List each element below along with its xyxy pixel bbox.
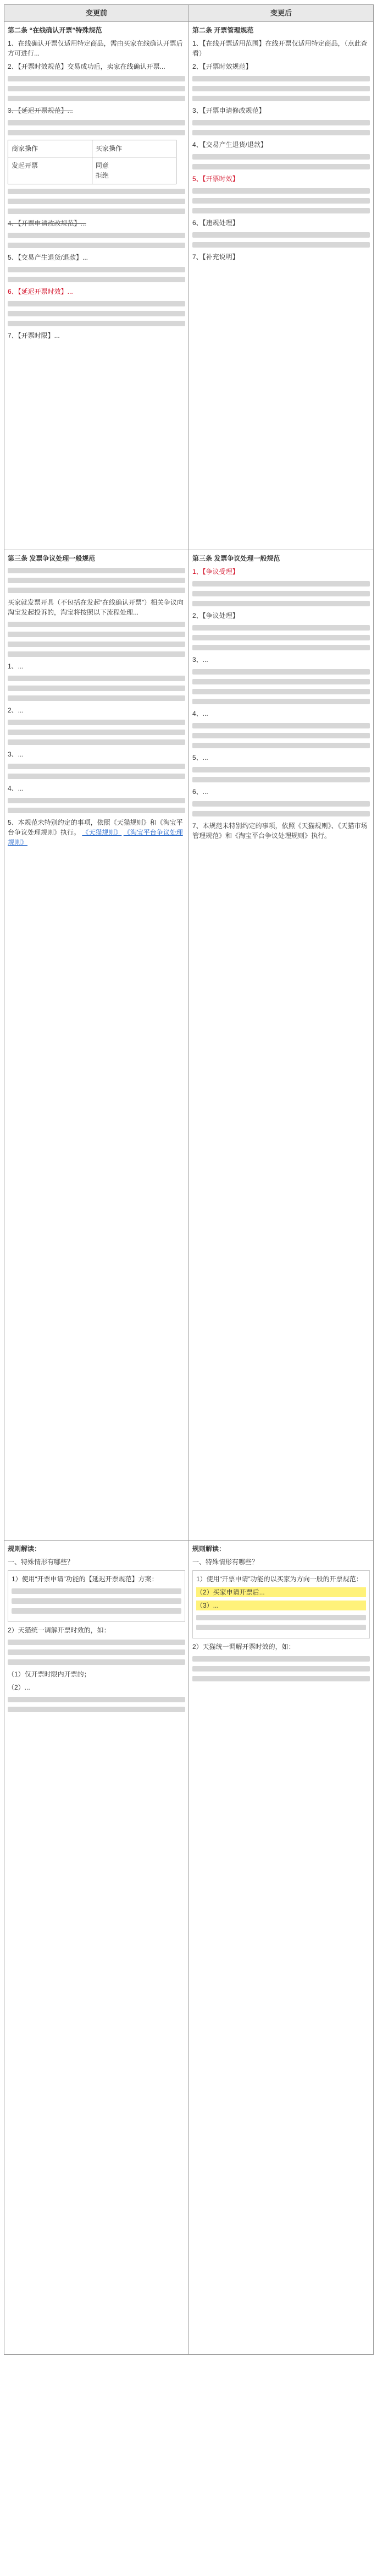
section1-line4-before: 4、【开票申请改改规范】... (8, 220, 86, 227)
section1-line3-before: 3、【延迟开票规范】... (8, 107, 73, 114)
section3-line1-after: 一、特殊情形有哪些？ (192, 1558, 259, 1566)
section1-line7-before: 7、【开票时限】... (8, 332, 60, 339)
section2-line6-before-text: 5、本规范未特别约定的事项，依照《天猫规则》和《淘宝平台争议处理规则》执行。 (8, 819, 183, 836)
section2-line2-after: 2、【争议处理】 (192, 612, 239, 620)
section3-line2-after: 1）使用“开票申请”功能的以买家为方向一般的开票规范： (196, 1575, 363, 1583)
section2-line5-after: 5、... (192, 754, 208, 761)
section1-row (4, 22, 374, 550)
section3-line4-after: （3）... (196, 1601, 366, 1610)
section3-line4-before: （1）仅开票时限内开票的； (8, 1670, 91, 1678)
mini-table (8, 140, 176, 184)
section2-line6-after: 6、... (192, 788, 208, 796)
section1-line4-after: 4、【交易产生退货/退款】 (192, 141, 268, 149)
header-after: 变更后 (189, 5, 374, 22)
section2-title-after: 第三条 发票争议处理一般规范 (192, 555, 280, 562)
section1-before (4, 22, 189, 550)
section3-box-before (8, 1570, 185, 1622)
page (0, 4, 377, 2576)
section2-line6-before (8, 818, 185, 847)
section1-line5-after: 5、【开票时效】 (192, 175, 239, 183)
section1-line6-before: 6、【延迟开票时效】... (8, 288, 73, 295)
section1-line6-after: 6、【违规处理】 (192, 219, 239, 227)
section2-row (4, 550, 374, 1541)
section1-line2-after: 2、【开票时效规范】 (192, 63, 252, 70)
header-before: 变更前 (4, 5, 189, 22)
filler-block (8, 76, 185, 101)
section1-line1-after: 1、【在线开票适用范围】在线开票仅适用特定商品，（点此查看） (192, 40, 368, 57)
section2-line7-after: 7、本规范未特别约定的事项，依照《天猫规则》、《天猫市场管理规范》和《淘宝平台争议处理规则》执行。 (192, 822, 368, 840)
section2-line3-before: 2、... (8, 706, 24, 714)
mini-head-2: 买家操作 (92, 140, 176, 157)
section3-line3-before: 2）天猫统一调解开票时效的，如： (8, 1626, 110, 1634)
section2-line3-after: 3、... (192, 656, 208, 664)
section2-line4-after: 4、... (192, 710, 208, 717)
section2-line5-before: 4、... (8, 785, 24, 792)
mini-cell-1: 发起开票 (8, 157, 92, 184)
section2-line4-before: 3、... (8, 750, 24, 758)
section3-box-after (192, 1570, 370, 1638)
section1-line3-after: 3、【开票申请修改规范】 (192, 107, 265, 114)
section3-line5-before: （2）... (8, 1684, 30, 1691)
section3-line2-before: 1）使用“开票申请”功能的【延迟开票规范】方案： (12, 1575, 158, 1583)
section3-line1-before: 一、特殊情形有哪些？ (8, 1558, 74, 1566)
section2-line1-after: 1、【争议受理】 (192, 568, 239, 576)
section2-before (4, 550, 189, 1541)
section2-line2-before: 1、... (8, 662, 24, 670)
header-row (4, 5, 374, 22)
comparison-table (4, 4, 374, 2355)
section2-after (189, 550, 374, 1541)
section1-line7-after: 7、【补充说明】 (192, 253, 239, 261)
section3-row (4, 1541, 374, 2355)
link-tmall-rules[interactable]: 《天猫规则》 (82, 829, 122, 836)
mini-head-1: 商家操作 (8, 140, 92, 157)
section1-title-before: 第二条 “在线确认开票”特殊规范 (8, 26, 102, 34)
section3-before (4, 1541, 189, 2355)
section1-line1-before: 1、在线确认开票仅适用特定商品，需由买家在线确认开票后方可进行... (8, 40, 183, 57)
link-taobao-rules[interactable]: 《淘宝平台争议处理规则》 (8, 829, 183, 846)
mini-cell-3: 拒绝 (95, 172, 109, 179)
section1-line5-before: 5、【交易产生退货/退款】... (8, 254, 88, 261)
section1-after (189, 22, 374, 550)
section3-title-after: 规则解读： (192, 1545, 226, 1553)
section3-after (189, 1541, 374, 2355)
section2-title-before: 第三条 发票争议处理一般规范 (8, 555, 96, 562)
section1-title-after: 第二条 开票管理规范 (192, 26, 254, 34)
section2-line1-before: 买家就发票开具（不包括在发起“在线确认开票”）相关争议向淘宝发起投诉的，淘宝将按照以下流程处理... (8, 599, 184, 616)
mini-cell-2: 同意 (95, 162, 109, 169)
section3-title-before: 规则解读： (8, 1545, 41, 1553)
section3-line5-after: 2）天猫统一调解开票时效的，如： (192, 1643, 295, 1651)
section3-line3-after: （2）买家申请开票后... (196, 1587, 366, 1597)
section1-line2-before: 2、【开票时效规范】交易成功后，卖家在线确认开票... (8, 63, 165, 70)
